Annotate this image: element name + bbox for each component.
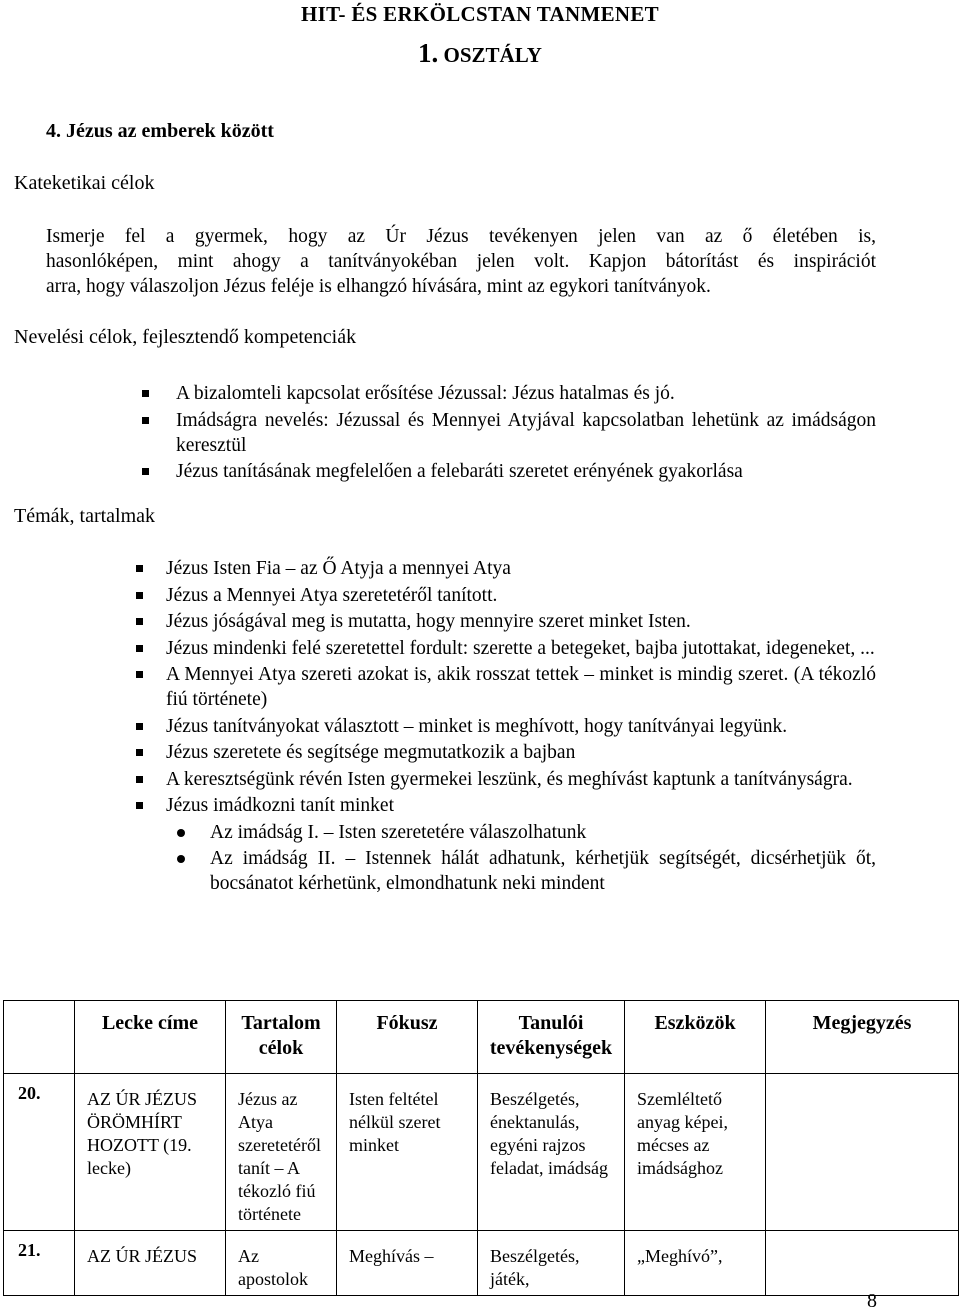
square-bullet-icon	[136, 749, 143, 756]
list-item: Jézus tanításának megfelelően a felebaráti szeretet erényének gyakorlása	[176, 459, 876, 484]
section-heading: 4. Jézus az emberek között	[46, 120, 274, 142]
table-cell: 20.	[4, 1074, 75, 1231]
list-item: A Mennyei Atya szereti azokat is, akik rosszat tettek – minket is mindig szeret. (A tékozló fiú története)	[166, 662, 876, 712]
round-bullet-icon	[177, 855, 185, 863]
square-bullet-icon	[136, 618, 143, 625]
document-title: HIT- ÉS ERKÖLCSTAN TANMENET	[301, 2, 659, 26]
nevelesi-list	[176, 381, 876, 486]
document-subtitle	[0, 38, 960, 69]
table-header-cell: Lecke címe	[75, 1001, 226, 1074]
square-bullet-icon	[136, 645, 143, 652]
temak-label: Témák, tartalmak	[14, 505, 156, 527]
kateketikai-label: Kateketikai célok	[14, 172, 155, 194]
table-header-cell: Eszközök	[625, 1001, 766, 1074]
table-cell: Az apostolok	[226, 1231, 337, 1296]
square-bullet-icon	[136, 592, 143, 599]
table-cell: Beszélgetés, énektanulás, egyéni rajzos feladat, imádság	[478, 1074, 625, 1231]
list-item: Az imádság I. – Isten szeretetére válaszolhatunk	[210, 820, 876, 845]
square-bullet-icon	[142, 390, 149, 397]
page-number: 8	[867, 1290, 877, 1312]
table-cell: Jézus az Atya szeretetéről tanít – A tékozló fiú története	[226, 1074, 337, 1231]
list-item: Imádságra nevelés: Jézussal és Mennyei Atyjával kapcsolatban lehetünk az imádságon keresztül	[176, 408, 876, 458]
table-row	[4, 1074, 959, 1231]
table-cell: „Meghívó”,	[625, 1231, 766, 1296]
table-header-cell: Tartalom célok	[226, 1001, 337, 1074]
list-item: A keresztségünk révén Isten gyermekei leszünk, és meghívást kaptunk a tanítványságra.	[166, 767, 876, 792]
table-cell: Meghívás –	[337, 1231, 478, 1296]
paragraph-line: hasonlóképen, mint ahogy a tanítványokéban jelen volt. Kapjon bátorítást és inspirációt	[46, 251, 876, 272]
list-item: Jézus Isten Fia – az Ő Atyja a mennyei Atya	[166, 556, 876, 581]
square-bullet-icon	[136, 671, 143, 678]
square-bullet-icon	[142, 417, 149, 424]
list-item: Jézus szeretete és segítsége megmutatkozik a bajban	[166, 740, 876, 765]
table-header-row	[4, 1001, 959, 1074]
square-bullet-icon	[136, 776, 143, 783]
grade-label: OSZTÁLY	[438, 43, 542, 67]
grade-number: 1.	[418, 38, 439, 68]
square-bullet-icon	[142, 468, 149, 475]
square-bullet-icon	[136, 802, 143, 809]
temak-list	[166, 556, 876, 898]
list-item: Jézus jóságával meg is mutatta, hogy mennyire szeret minket Isten.	[166, 609, 876, 634]
kateketikai-paragraph	[46, 224, 876, 299]
table-cell: AZ ÚR JÉZUS	[75, 1231, 226, 1296]
list-item: Az imádság II. – Istennek hálát adhatunk, kérhetjük segítségét, dicsérhetjük őt, bocsánatot kérhetünk, elmondhatunk neki mindent	[210, 846, 876, 896]
table-cell: 21.	[4, 1231, 75, 1296]
table-header-cell: Fókusz	[337, 1001, 478, 1074]
square-bullet-icon	[136, 565, 143, 572]
list-item: Jézus a Mennyei Atya szeretetéről tanított.	[166, 583, 876, 608]
list-item: Jézus mindenki felé szeretettel fordult: szerette a betegeket, bajba jutottakat, idegeneket, ...	[166, 636, 876, 661]
round-bullet-icon	[177, 829, 185, 837]
square-bullet-icon	[136, 723, 143, 730]
table-cell: AZ ÚR JÉZUS ÖRÖMHÍRT HOZOTT (19. lecke)	[75, 1074, 226, 1231]
table-cell: Isten feltétel nélkül szeret minket	[337, 1074, 478, 1231]
lesson-plan-table	[3, 1000, 959, 1296]
paragraph-line: arra, hogy válaszoljon Jézus feléje is elhangzó hívására, mint az egykori tanítványok.	[46, 276, 711, 297]
table-row	[4, 1231, 959, 1296]
nevelesi-label: Nevelési célok, fejlesztendő kompetenciák	[14, 326, 357, 348]
table-cell	[766, 1231, 959, 1296]
table-cell	[766, 1074, 959, 1231]
table-header-cell	[4, 1001, 75, 1074]
table-cell: Beszélgetés, játék,	[478, 1231, 625, 1296]
list-item: A bizalomteli kapcsolat erősítése Jézussal: Jézus hatalmas és jó.	[176, 381, 876, 406]
paragraph-line: Ismerje fel a gyermek, hogy az Úr Jézus tevékenyen jelen van az ő életében is,	[46, 226, 876, 247]
list-item: Jézus imádkozni tanít minket	[166, 793, 876, 818]
table-cell: Szemléltető anyag képei, mécses az imádsághoz	[625, 1074, 766, 1231]
table-header-cell: Megjegyzés	[766, 1001, 959, 1074]
table-header-cell: Tanulói tevékenységek	[478, 1001, 625, 1074]
list-item: Jézus tanítványokat választott – minket is meghívott, hogy tanítványai legyünk.	[166, 714, 876, 739]
